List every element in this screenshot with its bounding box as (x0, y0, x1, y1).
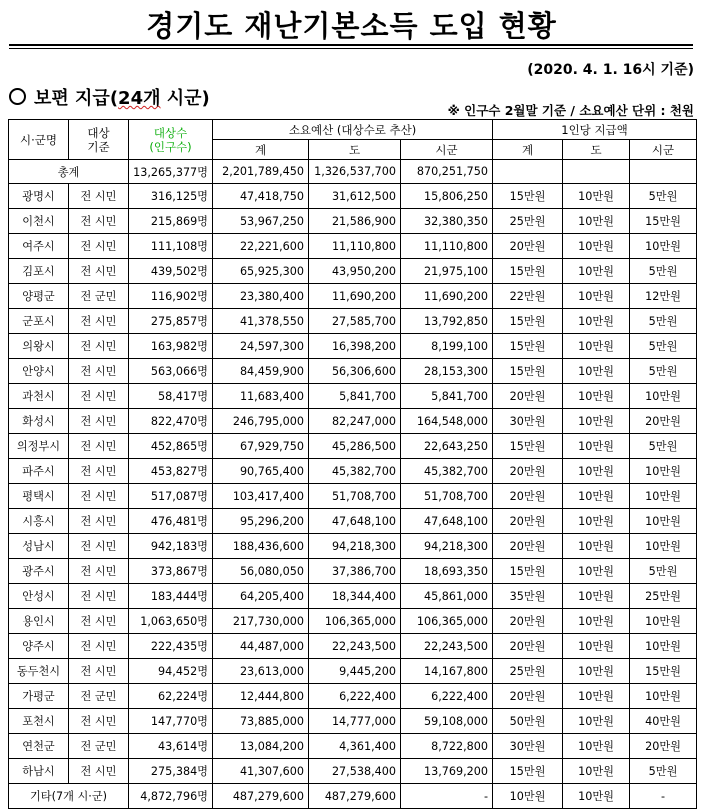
cell-pp-sigun: 5만원 (630, 259, 697, 284)
cell-province: 82,247,000 (309, 409, 401, 434)
cell-target: 전 시민 (69, 309, 129, 334)
cell-sigun: 13,792,850 (401, 309, 493, 334)
cell-city: 양평군 (9, 284, 69, 309)
cell-target: 전 시민 (69, 209, 129, 234)
cell-city: 여주시 (9, 234, 69, 259)
table-row (9, 509, 697, 534)
other-sum: 487,279,600 (213, 784, 309, 809)
cell-city: 하남시 (9, 759, 69, 784)
cell-pp-province: 10만원 (563, 309, 630, 334)
cell-pp-province: 10만원 (563, 384, 630, 409)
cell-pp-sigun: 10만원 (630, 234, 697, 259)
cell-province: 21,586,900 (309, 209, 401, 234)
cell-pp-sigun: 5만원 (630, 334, 697, 359)
table-row (9, 434, 697, 459)
cell-sum: 41,307,600 (213, 759, 309, 784)
table-row (9, 259, 697, 284)
cell-pp-sum: 35만원 (493, 584, 563, 609)
cell-target: 전 시민 (69, 509, 129, 534)
cell-sigun: 8,199,100 (401, 334, 493, 359)
cell-sigun: 11,110,800 (401, 234, 493, 259)
cell-pp-province: 10만원 (563, 734, 630, 759)
cell-city: 군포시 (9, 309, 69, 334)
cell-pp-sigun: 10만원 (630, 684, 697, 709)
cell-people: 275,384명 (129, 759, 213, 784)
cell-pp-province: 10만원 (563, 359, 630, 384)
cell-pp-sum: 30만원 (493, 409, 563, 434)
cell-province: 94,218,300 (309, 534, 401, 559)
cell-target: 전 시민 (69, 259, 129, 284)
cell-people: 111,108명 (129, 234, 213, 259)
cell-pp-sigun: 40만원 (630, 709, 697, 734)
other-label: 기타(7개 시·군) (9, 784, 129, 809)
cell-pp-province: 10만원 (563, 759, 630, 784)
table-row (9, 484, 697, 509)
cell-city: 과천시 (9, 384, 69, 409)
cell-target: 전 시민 (69, 609, 129, 634)
cell-province: 5,841,700 (309, 384, 401, 409)
cell-pp-sigun: 5만원 (630, 759, 697, 784)
other-pp-province: 10만원 (563, 784, 630, 809)
cell-sum: 47,418,750 (213, 184, 309, 209)
cell-pp-sum: 20만원 (493, 634, 563, 659)
cell-people: 275,857명 (129, 309, 213, 334)
other-people: 4,872,796명 (129, 784, 213, 809)
cell-pp-sigun: 10만원 (630, 509, 697, 534)
cell-target: 전 시민 (69, 634, 129, 659)
cell-pp-province: 10만원 (563, 459, 630, 484)
cell-pp-province: 10만원 (563, 709, 630, 734)
cell-pp-sigun: 10만원 (630, 459, 697, 484)
cell-sum: 22,221,600 (213, 234, 309, 259)
cell-pp-province: 10만원 (563, 584, 630, 609)
cell-pp-sigun: 20만원 (630, 734, 697, 759)
cell-pp-sigun: 5만원 (630, 184, 697, 209)
table-row (9, 359, 697, 384)
cell-pp-sum: 15만원 (493, 759, 563, 784)
cell-province: 51,708,700 (309, 484, 401, 509)
title-rule-thick (9, 44, 693, 46)
cell-sigun: 106,365,000 (401, 609, 493, 634)
cell-people: 147,770명 (129, 709, 213, 734)
cell-province: 43,950,200 (309, 259, 401, 284)
cell-city: 가평군 (9, 684, 69, 709)
header-budget-sigun: 시군 (401, 140, 493, 160)
cell-sum: 95,296,200 (213, 509, 309, 534)
cell-sum: 65,925,300 (213, 259, 309, 284)
table-row (9, 409, 697, 434)
header-pp-sigun: 시군 (630, 140, 697, 160)
cell-sigun: 47,648,100 (401, 509, 493, 534)
cell-province: 4,361,400 (309, 734, 401, 759)
cell-pp-province: 10만원 (563, 234, 630, 259)
table-row (9, 184, 697, 209)
total-pp-sigun (630, 160, 697, 184)
page-title: 경기도 재난기본소득 도입 현황 (146, 9, 557, 43)
cell-sum: 188,436,600 (213, 534, 309, 559)
cell-pp-province: 10만원 (563, 634, 630, 659)
cell-province: 56,306,600 (309, 359, 401, 384)
table-row (9, 709, 697, 734)
cell-city: 연천군 (9, 734, 69, 759)
cell-pp-sum: 25만원 (493, 659, 563, 684)
cell-target: 전 시민 (69, 334, 129, 359)
cell-pp-sigun: 10만원 (630, 634, 697, 659)
total-sigun: 870,251,750 (401, 160, 493, 184)
cell-pp-sigun: 10만원 (630, 484, 697, 509)
cell-pp-province: 10만원 (563, 659, 630, 684)
cell-pp-sum: 20만원 (493, 484, 563, 509)
cell-people: 517,087명 (129, 484, 213, 509)
cell-target: 전 시민 (69, 359, 129, 384)
cell-sigun: 14,167,800 (401, 659, 493, 684)
header-per-person: 1인당 지급액 (493, 120, 697, 140)
cell-sigun: 22,643,250 (401, 434, 493, 459)
cell-city: 동두천시 (9, 659, 69, 684)
cell-pp-sum: 15만원 (493, 309, 563, 334)
cell-pp-province: 10만원 (563, 434, 630, 459)
cell-sigun: 5,841,700 (401, 384, 493, 409)
cell-pp-sigun: 12만원 (630, 284, 697, 309)
cell-pp-province: 10만원 (563, 684, 630, 709)
cell-province: 37,386,700 (309, 559, 401, 584)
cell-sum: 84,459,900 (213, 359, 309, 384)
cell-target: 전 시민 (69, 434, 129, 459)
cell-pp-sum: 15만원 (493, 359, 563, 384)
cell-people: 563,066명 (129, 359, 213, 384)
title-rule-thin (9, 48, 693, 49)
cell-target: 전 시민 (69, 184, 129, 209)
cell-city: 이천시 (9, 209, 69, 234)
cell-people: 58,417명 (129, 384, 213, 409)
cell-target: 전 시민 (69, 709, 129, 734)
cell-sigun: 18,693,350 (401, 559, 493, 584)
cell-pp-sigun: 20만원 (630, 409, 697, 434)
cell-people: 439,502명 (129, 259, 213, 284)
section-heading (9, 84, 210, 110)
cell-city: 성남시 (9, 534, 69, 559)
cell-pp-sigun: 15만원 (630, 209, 697, 234)
cell-sum: 90,765,400 (213, 459, 309, 484)
cell-sigun: 164,548,000 (401, 409, 493, 434)
cell-sum: 246,795,000 (213, 409, 309, 434)
table-row (9, 459, 697, 484)
cell-pp-province: 10만원 (563, 259, 630, 284)
cell-pp-sum: 20만원 (493, 609, 563, 634)
header-budget-province: 도 (309, 140, 401, 160)
cell-sigun: 22,243,500 (401, 634, 493, 659)
cell-pp-province: 10만원 (563, 509, 630, 534)
cell-pp-sigun: 5만원 (630, 309, 697, 334)
cell-province: 9,445,200 (309, 659, 401, 684)
cell-city: 안성시 (9, 584, 69, 609)
basis-date: (2020. 4. 1. 16시 기준) (527, 62, 694, 78)
table-row (9, 684, 697, 709)
cell-sigun: 45,382,700 (401, 459, 493, 484)
cell-sum: 73,885,000 (213, 709, 309, 734)
cell-sigun: 45,861,000 (401, 584, 493, 609)
cell-pp-sum: 15만원 (493, 184, 563, 209)
cell-city: 용인시 (9, 609, 69, 634)
cell-sigun: 8,722,800 (401, 734, 493, 759)
cell-pp-province: 10만원 (563, 559, 630, 584)
cell-sum: 12,444,800 (213, 684, 309, 709)
cell-sigun: 28,153,300 (401, 359, 493, 384)
cell-people: 116,902명 (129, 284, 213, 309)
table-row (9, 384, 697, 409)
cell-pp-sum: 20만원 (493, 459, 563, 484)
header-budget-sum: 계 (213, 140, 309, 160)
table-row (9, 209, 697, 234)
table-row (9, 234, 697, 259)
cell-people: 452,865명 (129, 434, 213, 459)
cell-pp-province: 10만원 (563, 534, 630, 559)
table-row (9, 584, 697, 609)
cell-pp-sum: 15만원 (493, 559, 563, 584)
cell-province: 6,222,400 (309, 684, 401, 709)
subsidy-table (8, 119, 697, 809)
total-row (9, 160, 697, 184)
cell-pp-sigun: 10만원 (630, 534, 697, 559)
cell-city: 시흥시 (9, 509, 69, 534)
cell-pp-sum: 22만원 (493, 284, 563, 309)
cell-target: 전 시민 (69, 559, 129, 584)
cell-target: 전 시민 (69, 759, 129, 784)
total-pp-sum (493, 160, 563, 184)
cell-city: 양주시 (9, 634, 69, 659)
other-row (9, 784, 697, 809)
table-row (9, 559, 697, 584)
cell-people: 316,125명 (129, 184, 213, 209)
cell-people: 476,481명 (129, 509, 213, 534)
cell-pp-sigun: 5만원 (630, 359, 697, 384)
cell-pp-sum: 15만원 (493, 259, 563, 284)
cell-sum: 13,084,200 (213, 734, 309, 759)
table-row (9, 284, 697, 309)
cell-province: 31,612,500 (309, 184, 401, 209)
cell-pp-province: 10만원 (563, 409, 630, 434)
cell-province: 22,243,500 (309, 634, 401, 659)
cell-target: 전 시민 (69, 234, 129, 259)
cell-target: 전 시민 (69, 584, 129, 609)
cell-people: 183,444명 (129, 584, 213, 609)
table-row (9, 334, 697, 359)
cell-people: 453,827명 (129, 459, 213, 484)
table-row (9, 309, 697, 334)
cell-people: 43,614명 (129, 734, 213, 759)
cell-pp-sigun: 15만원 (630, 659, 697, 684)
cell-pp-sigun: 5만원 (630, 434, 697, 459)
cell-people: 163,982명 (129, 334, 213, 359)
section-underlined: 24개 (118, 88, 161, 109)
total-sum: 2,201,789,450 (213, 160, 309, 184)
cell-pp-sigun: 5만원 (630, 559, 697, 584)
cell-sigun: 15,806,250 (401, 184, 493, 209)
cell-province: 18,344,400 (309, 584, 401, 609)
total-province: 1,326,537,700 (309, 160, 401, 184)
cell-people: 94,452명 (129, 659, 213, 684)
header-row-1 (9, 120, 697, 140)
header-target: 대상 기준 (69, 120, 129, 160)
table-row (9, 534, 697, 559)
cell-province: 106,365,000 (309, 609, 401, 634)
cell-target: 전 시민 (69, 459, 129, 484)
cell-province: 27,538,400 (309, 759, 401, 784)
cell-sigun: 51,708,700 (401, 484, 493, 509)
cell-target: 전 시민 (69, 409, 129, 434)
cell-pp-sum: 20만원 (493, 534, 563, 559)
other-sigun: - (401, 784, 493, 809)
other-pp-sum: 10만원 (493, 784, 563, 809)
cell-city: 평택시 (9, 484, 69, 509)
cell-pp-sum: 30만원 (493, 734, 563, 759)
cell-people: 942,183명 (129, 534, 213, 559)
cell-pp-sigun: 10만원 (630, 609, 697, 634)
cell-city: 광명시 (9, 184, 69, 209)
cell-target: 전 시민 (69, 534, 129, 559)
cell-pp-sum: 25만원 (493, 209, 563, 234)
cell-pp-province: 10만원 (563, 334, 630, 359)
section-prefix: 보편 지급( (34, 88, 119, 109)
unit-note: ※ 인구수 2월말 기준 / 소요예산 단위 : 천원 (447, 103, 694, 118)
cell-sum: 24,597,300 (213, 334, 309, 359)
cell-city: 의정부시 (9, 434, 69, 459)
total-people: 13,265,377명 (129, 160, 213, 184)
cell-pp-sigun: 10만원 (630, 384, 697, 409)
cell-target: 전 시민 (69, 384, 129, 409)
cell-sum: 67,929,750 (213, 434, 309, 459)
table-row (9, 609, 697, 634)
cell-target: 전 군민 (69, 734, 129, 759)
header-people: 대상수 (인구수) (129, 120, 213, 160)
cell-pp-province: 10만원 (563, 184, 630, 209)
cell-sum: 23,613,000 (213, 659, 309, 684)
cell-sum: 41,378,550 (213, 309, 309, 334)
cell-target: 전 군민 (69, 684, 129, 709)
cell-city: 김포시 (9, 259, 69, 284)
cell-province: 27,585,700 (309, 309, 401, 334)
header-pp-sum: 계 (493, 140, 563, 160)
cell-pp-sum: 50만원 (493, 709, 563, 734)
table-row (9, 634, 697, 659)
cell-people: 222,435명 (129, 634, 213, 659)
cell-sigun: 94,218,300 (401, 534, 493, 559)
cell-pp-province: 10만원 (563, 484, 630, 509)
cell-city: 포천시 (9, 709, 69, 734)
cell-sum: 23,380,400 (213, 284, 309, 309)
cell-province: 45,382,700 (309, 459, 401, 484)
cell-people: 215,869명 (129, 209, 213, 234)
cell-target: 전 군민 (69, 284, 129, 309)
cell-pp-province: 10만원 (563, 209, 630, 234)
other-pp-sigun: - (630, 784, 697, 809)
cell-sigun: 32,380,350 (401, 209, 493, 234)
cell-target: 전 시민 (69, 484, 129, 509)
cell-province: 14,777,000 (309, 709, 401, 734)
total-pp-province (563, 160, 630, 184)
cell-sum: 217,730,000 (213, 609, 309, 634)
cell-sigun: 13,769,200 (401, 759, 493, 784)
other-province: 487,279,600 (309, 784, 401, 809)
cell-sum: 103,417,400 (213, 484, 309, 509)
cell-pp-sum: 20만원 (493, 234, 563, 259)
cell-province: 45,286,500 (309, 434, 401, 459)
cell-pp-province: 10만원 (563, 609, 630, 634)
circle-bullet-icon (9, 88, 26, 105)
cell-city: 파주시 (9, 459, 69, 484)
cell-city: 광주시 (9, 559, 69, 584)
cell-pp-sigun: 25만원 (630, 584, 697, 609)
cell-people: 373,867명 (129, 559, 213, 584)
cell-province: 47,648,100 (309, 509, 401, 534)
total-label: 총계 (9, 160, 129, 184)
cell-pp-province: 10만원 (563, 284, 630, 309)
header-city: 시·군명 (9, 120, 69, 160)
cell-target: 전 시민 (69, 659, 129, 684)
cell-people: 822,470명 (129, 409, 213, 434)
cell-sum: 44,487,000 (213, 634, 309, 659)
cell-pp-sum: 20만원 (493, 384, 563, 409)
cell-pp-sum: 20만원 (493, 509, 563, 534)
table-row (9, 759, 697, 784)
table-row (9, 659, 697, 684)
cell-province: 16,398,200 (309, 334, 401, 359)
cell-sum: 11,683,400 (213, 384, 309, 409)
table-row (9, 734, 697, 759)
section-suffix: 시군) (160, 88, 210, 109)
cell-sigun: 21,975,100 (401, 259, 493, 284)
cell-pp-sum: 15만원 (493, 334, 563, 359)
cell-sum: 53,967,250 (213, 209, 309, 234)
cell-sigun: 59,108,000 (401, 709, 493, 734)
cell-city: 화성시 (9, 409, 69, 434)
cell-people: 62,224명 (129, 684, 213, 709)
cell-people: 1,063,650명 (129, 609, 213, 634)
cell-province: 11,110,800 (309, 234, 401, 259)
cell-sigun: 11,690,200 (401, 284, 493, 309)
cell-sum: 64,205,400 (213, 584, 309, 609)
header-pp-province: 도 (563, 140, 630, 160)
cell-pp-sum: 20만원 (493, 684, 563, 709)
header-budget: 소요예산 (대상수로 추산) (213, 120, 493, 140)
cell-pp-sum: 15만원 (493, 434, 563, 459)
cell-sigun: 6,222,400 (401, 684, 493, 709)
cell-city: 안양시 (9, 359, 69, 384)
cell-province: 11,690,200 (309, 284, 401, 309)
cell-sum: 56,080,050 (213, 559, 309, 584)
cell-city: 의왕시 (9, 334, 69, 359)
